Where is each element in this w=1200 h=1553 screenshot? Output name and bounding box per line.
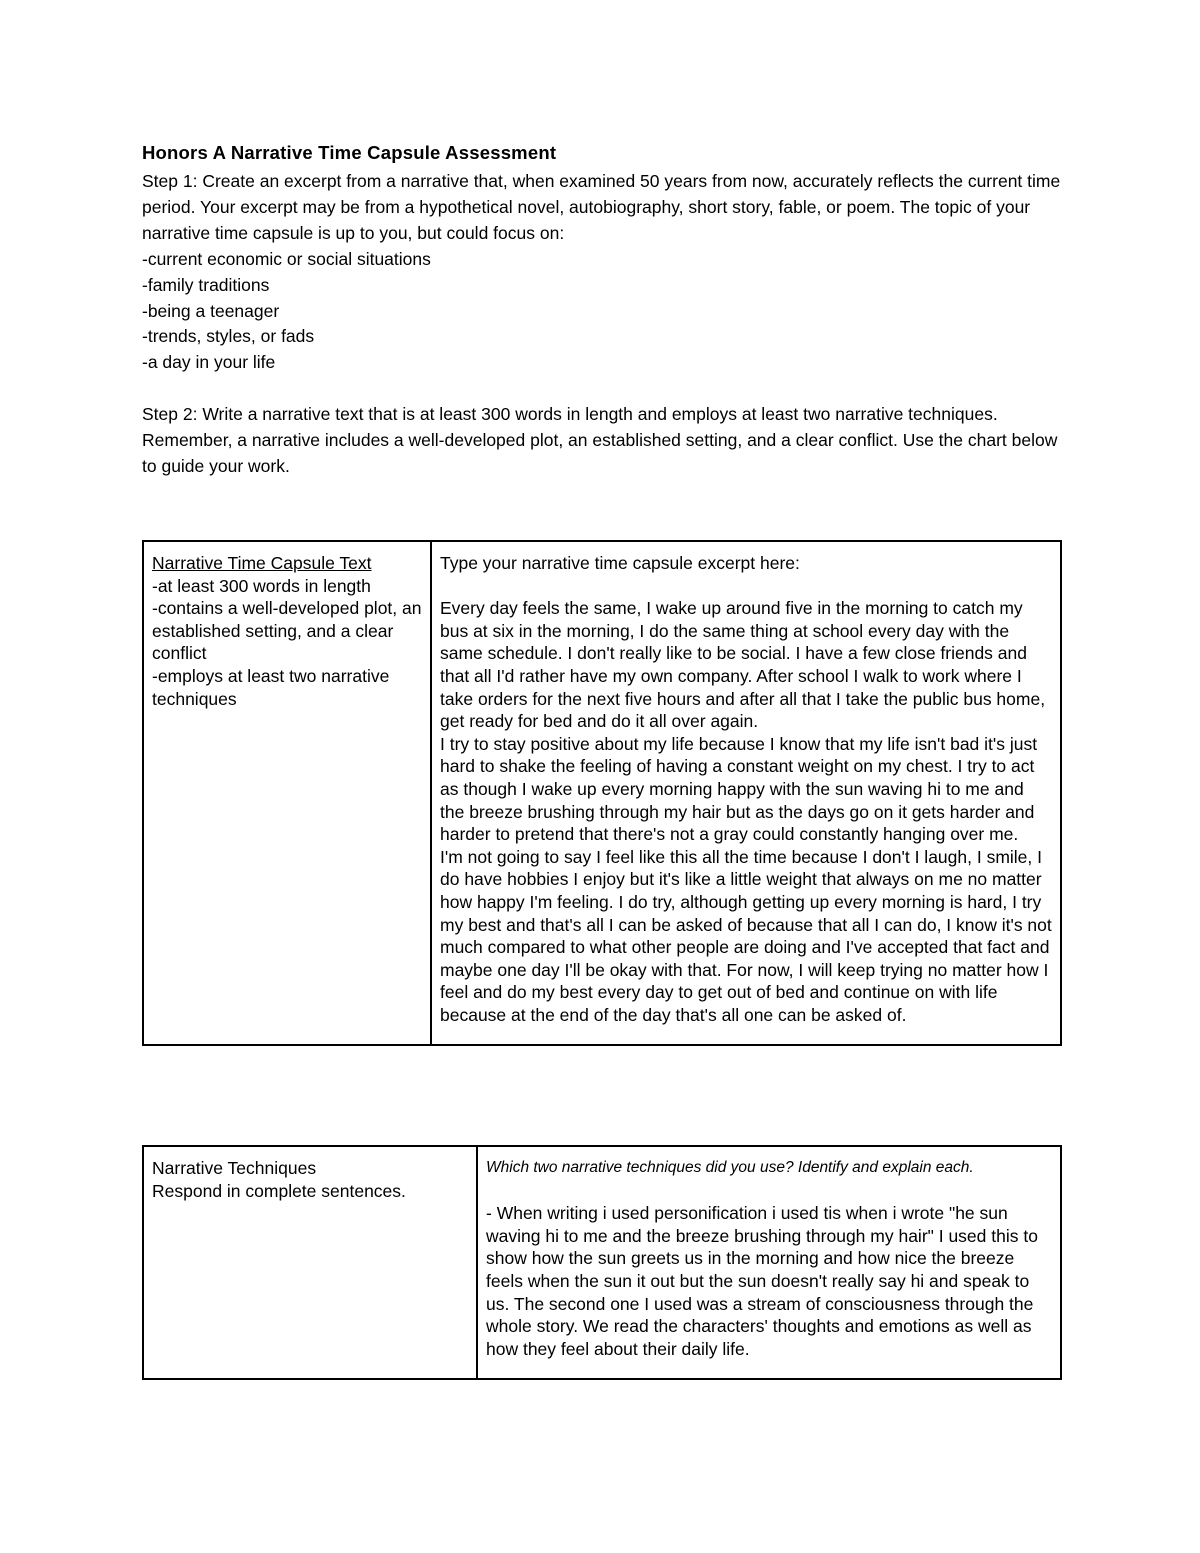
criteria-item: -contains a well-developed plot, an established setting, and a clear conflict [152, 598, 422, 664]
excerpt-response-cell[interactable] [431, 541, 1061, 1045]
excerpt-paragraph: I'm not going to say I feel like this all the time because I don't I laugh, I smile, I do have hobbies I enjoy but it's like a little weight that always on me no matter how happy I'm feeling. I do try, although getting up every morning is hard, I try my best and that's all I can be asked of because that all I can do, I know it's not much compared to what other people are doing and I've accepted that fact and maybe one day I'll be okay with that. For now, I will keep trying no matter how I feel and do my best every day to get out of bed and continue on with life because at the end of the day that's all one can be asked of. [440, 846, 1052, 1025]
techniques-response-cell[interactable] [477, 1146, 1061, 1379]
narrative-text-table [142, 540, 1062, 1046]
excerpt-prompt: Type your narrative time capsule excerpt here: [440, 553, 800, 573]
techniques-instruction: Respond in complete sentences. [152, 1180, 406, 1201]
topic-item: -a day in your life [142, 352, 276, 373]
criteria-item: -employs at least two narrative techniques [152, 665, 390, 709]
excerpt-paragraph: Every day feels the same, I wake up around five in the morning to catch my bus at six in the morning, I do the same thing at school every day with the same schedule. I don't really like to be social. I have a few close friends and that all I'd rather have my own company. After school I walk to work where I take orders for the next five hours and after all that I take the public bus home, get ready for bed and do it all over again. [440, 598, 1046, 732]
instructions [142, 169, 1072, 480]
techniques-answer: - When writing i used personification i used tis when i wrote "he sun waving hi to me and the breeze brushing through my hair" I used this to show how the sun greets us in the morning and how nice the breeze feels when the sun it out but the sun doesn't really say hi and speak to us. The second one I used was a stream of consciousness through the whole story. We read the characters' thoughts and emotions as well as how they feel about their daily life. [486, 1203, 1038, 1359]
excerpt-paragraph: I try to stay positive about my life because I know that my life isn't bad it's just hard to shake the feeling of having a constant weight on my chest. I try to act as though I wake up every morning happy with the sun waving hi to me and the breeze brushing through my hair but as the days go on it gets harder and harder to pretend that there's not a gray could constantly hanging over me. [440, 733, 1038, 845]
spacer [142, 376, 1072, 402]
criteria-heading: Narrative Time Capsule Text [152, 553, 372, 573]
spacer [440, 575, 1052, 598]
page-title: Honors A Narrative Time Capsule Assessment [142, 142, 557, 163]
topic-item: -trends, styles, or fads [142, 326, 315, 347]
spacer [486, 1180, 1052, 1203]
topic-item: -current economic or social situations [142, 248, 431, 269]
step1-text: Step 1: Create an excerpt from a narrative that, when examined 50 years from now, accurately reflects the current time period. Your excerpt may be from a hypothetical novel, autobiography, short story, fable, or poem. The topic of your narrative time capsule is up to you, but could focus on: [142, 171, 1061, 243]
topic-item: -family traditions [142, 274, 270, 295]
criteria-cell [143, 541, 431, 1045]
techniques-heading: Narrative Techniques [152, 1158, 317, 1178]
criteria-item: -at least 300 words in length [152, 575, 371, 596]
topic-item: -being a teenager [142, 300, 280, 321]
step2-text: Step 2: Write a narrative text that is at least 300 words in length and employs at least two narrative techniques. Remember, a narrative includes a well-developed plot, an established setting, and a clear conflict. Use the chart below to guide your work. [142, 404, 1058, 476]
narrative-techniques-table [142, 1145, 1062, 1380]
techniques-label-cell [143, 1146, 477, 1379]
techniques-prompt: Which two narrative techniques did you use? Identify and explain each. [486, 1159, 974, 1176]
